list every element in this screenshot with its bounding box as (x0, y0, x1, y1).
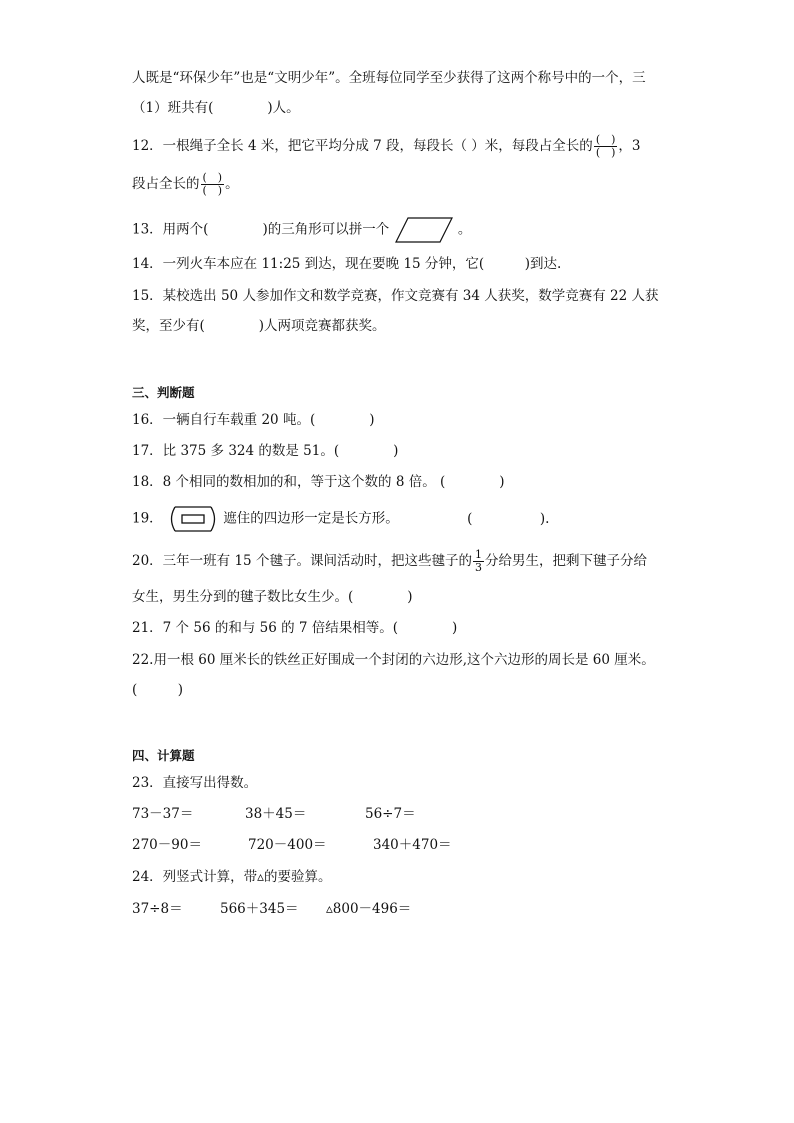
q12-fraction-2: $\frac{( )}{( )}$ (202, 171, 223, 197)
covered-quadrilateral-icon (167, 505, 219, 533)
q14-line: 14．一列火车本应在 11:25 到达，现在要晚 15 分钟，它( )到达. (132, 256, 562, 272)
q24-item: 37÷8＝ (132, 901, 183, 917)
q11-line2: （1）班共有( )人。 (132, 100, 300, 116)
q23-item: 73－37＝ (132, 806, 194, 822)
section-title-calculation: 四、计算题 (132, 748, 195, 763)
q13-line: 13．用两个( )的三角形可以拼一个 。 (132, 216, 471, 244)
q21-line: 21．7 个 56 的和与 56 的 7 倍结果相等。( ) (132, 620, 458, 636)
q11-line1: 人既是“环保少年”也是“文明少年”。全班每位同学至少获得了这两个称号中的一个，三 (132, 70, 646, 86)
q12-text: 12．一根绳子全长 4 米，把它平均分成 7 段，每段长（ ）米，每段占全长的 (132, 138, 593, 154)
q12-line2: 段占全长的 $\frac{( )}{( )}$ 。 (132, 171, 239, 197)
q12-line1: 12．一根绳子全长 4 米，把它平均分成 7 段，每段长（ ）米，每段占全长的 $\frac{( )}{( )}$ ，3 (132, 133, 641, 159)
q24-item: 566＋345＝ (220, 901, 299, 917)
q12-fraction: $\frac{( )}{( )}$ (595, 133, 616, 159)
q15-line2: 奖，至少有( )人两项竞赛都获奖。 (132, 318, 386, 334)
q23-item: 340＋470＝ (373, 837, 452, 853)
q23-item: 720－400＝ (248, 837, 327, 853)
q23-item: 270－90＝ (132, 837, 202, 853)
q22-line1: 22.用一根 60 厘米长的铁丝正好围成一个封闭的六边形,这个六边形的周长是 60 厘米。 (132, 652, 655, 668)
q20-line1: 20．三年一班有 15 个毽子。课间活动时，把这些毽子的 $\frac{1}{3}$ 分给男生，把剩下毽子分给 (132, 548, 647, 574)
parallelogram-icon (394, 216, 454, 244)
section-title-judgement: 三、判断题 (132, 385, 195, 400)
q19-line: 19． 遮住的四边形一定是长方形。 ( ). (132, 505, 549, 533)
q20-fraction: $\frac{1}{3}$ (474, 548, 482, 574)
q23-title: 23．直接写出得数。 (132, 775, 258, 791)
q18-line: 18．8 个相同的数相加的和，等于这个数的 8 倍。 ( ) (132, 474, 505, 490)
q15-line1: 15．某校选出 50 人参加作文和数学竞赛，作文竞赛有 34 人获奖，数学竞赛有 22 人获 (132, 288, 659, 304)
q24-title: 24．列竖式计算，带▵的要验算。 (132, 869, 332, 885)
q20-line2: 女生，男生分到的毽子数比女生少。( ) (132, 589, 413, 605)
q24-item: ▵800－496＝ (326, 901, 412, 917)
q16-line: 16．一辆自行车载重 20 吨。( ) (132, 412, 375, 428)
q22-line2: ( ) (132, 682, 184, 698)
q23-item: 38＋45＝ (245, 806, 307, 822)
q17-line: 17．比 375 多 324 的数是 51。( ) (132, 443, 399, 459)
q23-item: 56÷7＝ (365, 806, 416, 822)
